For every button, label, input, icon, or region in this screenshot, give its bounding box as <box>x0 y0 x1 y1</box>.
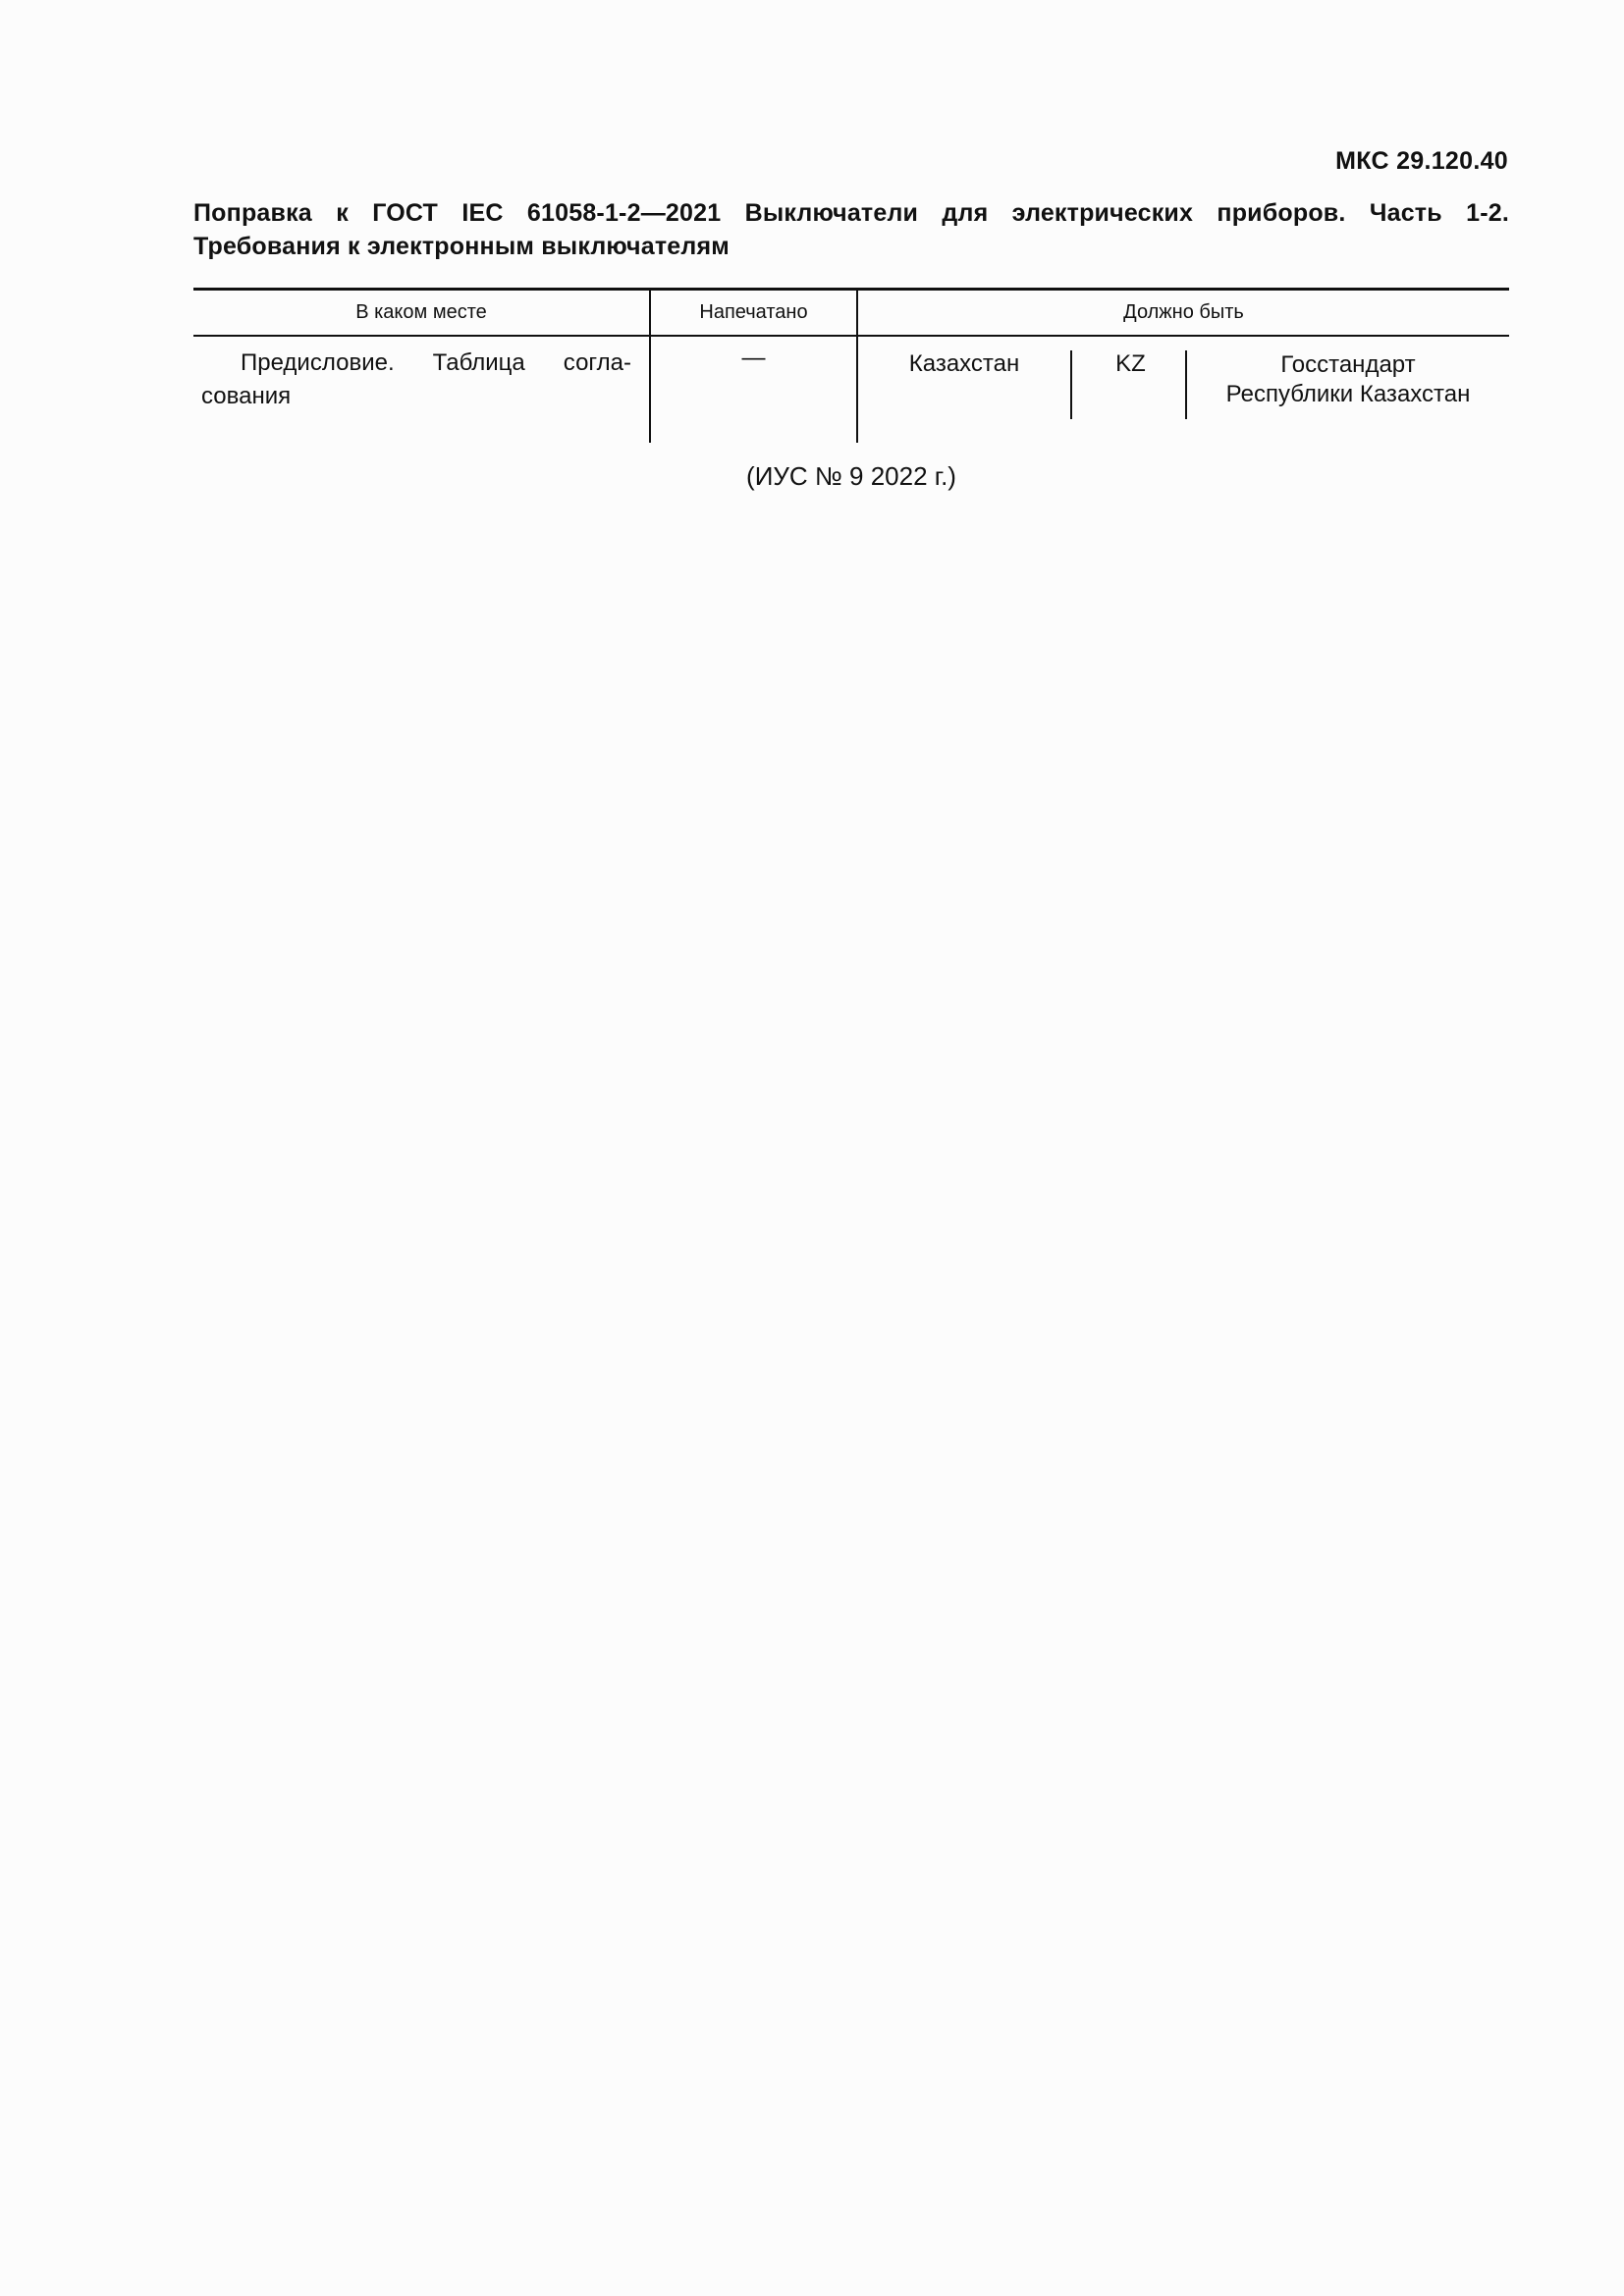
header-should-be: Должно быть <box>857 290 1509 337</box>
should-be-divider-2 <box>1185 350 1187 419</box>
organization-line-2: Республики Казахстан <box>1225 381 1471 407</box>
organization-line-1: Госстандарт <box>1280 351 1416 378</box>
table-row <box>193 336 1509 443</box>
title-line-2: Требования к электронным выключателям <box>193 233 730 260</box>
should-be-group <box>858 337 1509 433</box>
should-be-organization <box>1189 350 1507 409</box>
should-be-country: Казахстан <box>908 350 1020 377</box>
ius-note: (ИУС № 9 2022 г.) <box>746 461 956 491</box>
header-where: В каком месте <box>193 290 650 337</box>
table-header-row <box>193 290 1509 337</box>
mks-code: МКС 29.120.40 <box>1335 147 1508 175</box>
cell-where: Предисловие. Таблица согла-сования <box>193 336 650 443</box>
cell-should-be <box>857 336 1509 443</box>
should-be-divider-1 <box>1070 350 1072 419</box>
correction-table <box>193 288 1509 443</box>
title-line-1: Поправка к ГОСТ IEC 61058-1-2—2021 Выключатели для электрических приборов. Часть 1-2. <box>193 199 1509 227</box>
should-be-code: KZ <box>1115 350 1146 377</box>
document-title <box>193 196 1509 263</box>
header-printed: Напечатано <box>650 290 857 337</box>
cell-printed: — <box>650 336 857 443</box>
